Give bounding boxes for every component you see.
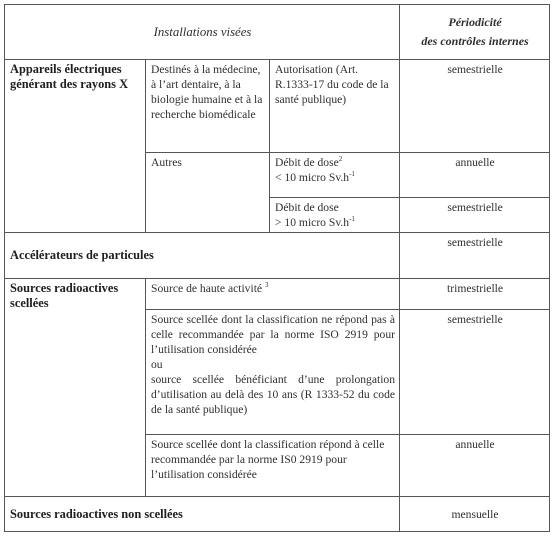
- controls-periodicity-table: [4, 4, 550, 532]
- period-accelerateurs: semestrielle: [400, 233, 550, 279]
- cell-conforme: Source scellée dont la classification répond à celle recommandée par la norme IS0 2919 pour l’utilisation considérée: [146, 435, 400, 497]
- non-conforme-part1: Source scellée dont la classification ne répond pas à celle recommandée par la norme ISO 2919 pour l’utilisation considérée: [151, 313, 396, 356]
- unit-exponent: -1: [349, 170, 355, 178]
- category-sources-scellees: Sources radioactives scellées: [5, 279, 146, 497]
- header-installations: Installations visées: [5, 5, 400, 60]
- period-haute-activite: trimestrielle: [400, 279, 550, 310]
- debit-high-prefix: Débit de dose: [275, 201, 339, 214]
- footnote-2: 2: [338, 155, 343, 163]
- header-periodicity: [400, 5, 550, 60]
- footnote-3: 3: [264, 281, 269, 289]
- period-non-conforme: semestrielle: [400, 310, 550, 435]
- table-row: [5, 60, 550, 153]
- category-non-scellees: Sources radioactives non scellées: [5, 497, 400, 532]
- debit-low-value: < 10 micro Sv.h: [275, 171, 350, 184]
- period-autorisation: semestrielle: [400, 60, 550, 153]
- cell-non-conforme: [146, 310, 400, 435]
- haute-activite-label: Source de haute activité: [151, 282, 263, 295]
- category-appareils-x: Appareils électriques générant des rayons X: [5, 60, 146, 233]
- table-row: [5, 279, 550, 310]
- table-row: [5, 497, 550, 532]
- category-accelerateurs: Accélérateurs de particules: [5, 233, 400, 279]
- table-row: [5, 233, 550, 279]
- debit-high-value: > 10 micro Sv.h: [275, 216, 350, 229]
- period-debit-low: annuelle: [400, 153, 550, 198]
- header-periodicity-line2: des contrôles internes: [421, 34, 529, 48]
- header-row: [5, 5, 550, 60]
- debit-low-prefix: Débit de dose: [275, 156, 339, 169]
- period-debit-high: semestrielle: [400, 198, 550, 233]
- period-conforme: annuelle: [400, 435, 550, 497]
- unit-exponent: -1: [349, 215, 355, 223]
- cell-debit-high: [270, 198, 400, 233]
- cell-debit-low: [270, 153, 400, 198]
- non-conforme-ou: ou: [151, 358, 163, 371]
- non-conforme-part2: source scellée bénéficiant d’une prolongation d’utilisation au delà des 10 ans (R 1333-52 du code de la santé publique): [151, 373, 396, 416]
- header-periodicity-line1: Périodicité: [448, 15, 502, 29]
- period-non-scellees: mensuelle: [400, 497, 550, 532]
- cell-dest-medical: Destinés à la médecine, à l’art dentaire, à la biologie humaine et à la recherche biomédicale: [146, 60, 270, 153]
- cell-haute-activite: [146, 279, 400, 310]
- cell-autres: Autres: [146, 153, 270, 233]
- cell-autorisation: Autorisation (Art. R.1333-17 du code de la santé publique): [270, 60, 400, 153]
